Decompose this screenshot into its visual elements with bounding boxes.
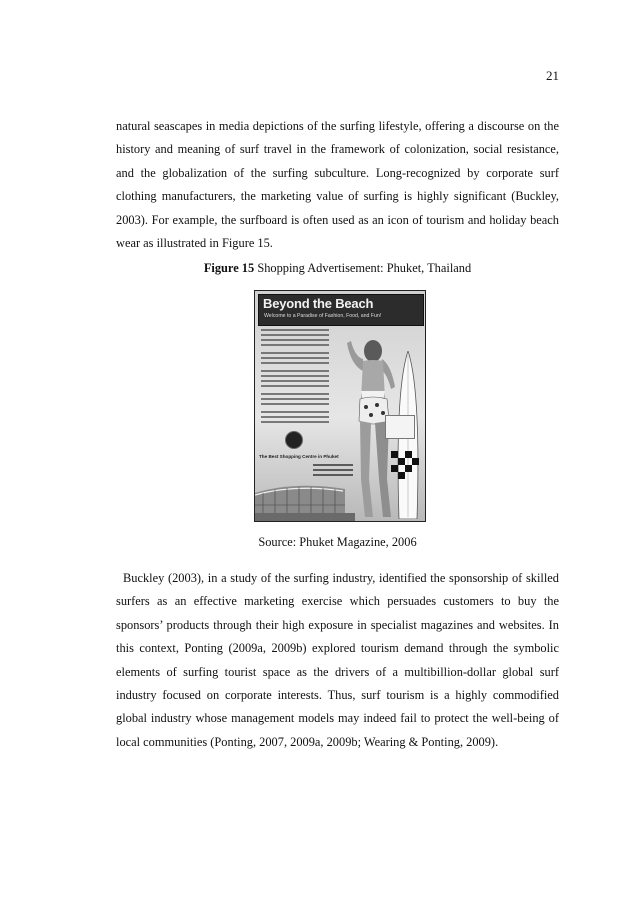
ad-checker-pattern <box>391 451 419 479</box>
ad-body-text <box>261 329 329 426</box>
paragraph-2: Buckley (2003), in a study of the surfing industry, identified the sponsorship of skilled surfers as an effective marketing exercise which persuades customers to buy the sponsors’ products through their high exposure in specialist magazines and websites. In this context, Ponting (2009a, 2009b) explored tourism demand through the symbolic elements of surfing tourist space as the drivers of a multibillion-dollar global surf industry focused on corporate interests. Thus, surf tourism is a highly commodified global industry whose management models may indeed fail to protect the well-being of local communities (Ponting, 2007, 2009a, 2009b; Wearing & Ponting, 2009). <box>116 571 559 749</box>
figure-label: Figure 15 <box>203 261 255 275</box>
paragraph-1: natural seascapes in media depictions of the surfing lifestyle, offering a discourse on the history and meaning of surf travel in the framework of colonization, social resistance, and the globalization of the surfing subculture. Long-recognized by corporate surf clothing manufacturers, the marketing value of surfing is highly significant (Buckley, 2003). For example, the surfboard is often used as an icon of tourism and holiday beach wear as illustrated in Figure 15. <box>116 119 559 251</box>
ad-logo-icon <box>285 431 303 449</box>
figure-caption <box>116 261 559 276</box>
ad-tagline: Welcome to a Paradise of Fashion, Food, and Fun! <box>264 313 382 319</box>
figure-source: Source: Phuket Magazine, 2006 <box>258 535 417 549</box>
page-number: 21 <box>546 68 559 83</box>
ad-footer-text: The Best Shopping Centre in Phuket <box>259 454 339 459</box>
advertisement-image <box>254 290 426 522</box>
ad-headline: Beyond the Beach <box>263 296 374 311</box>
figure-caption-text: Shopping Advertisement: Phuket, Thailand <box>257 261 472 275</box>
ad-info-card <box>385 415 415 439</box>
ad-header-banner <box>258 294 424 326</box>
